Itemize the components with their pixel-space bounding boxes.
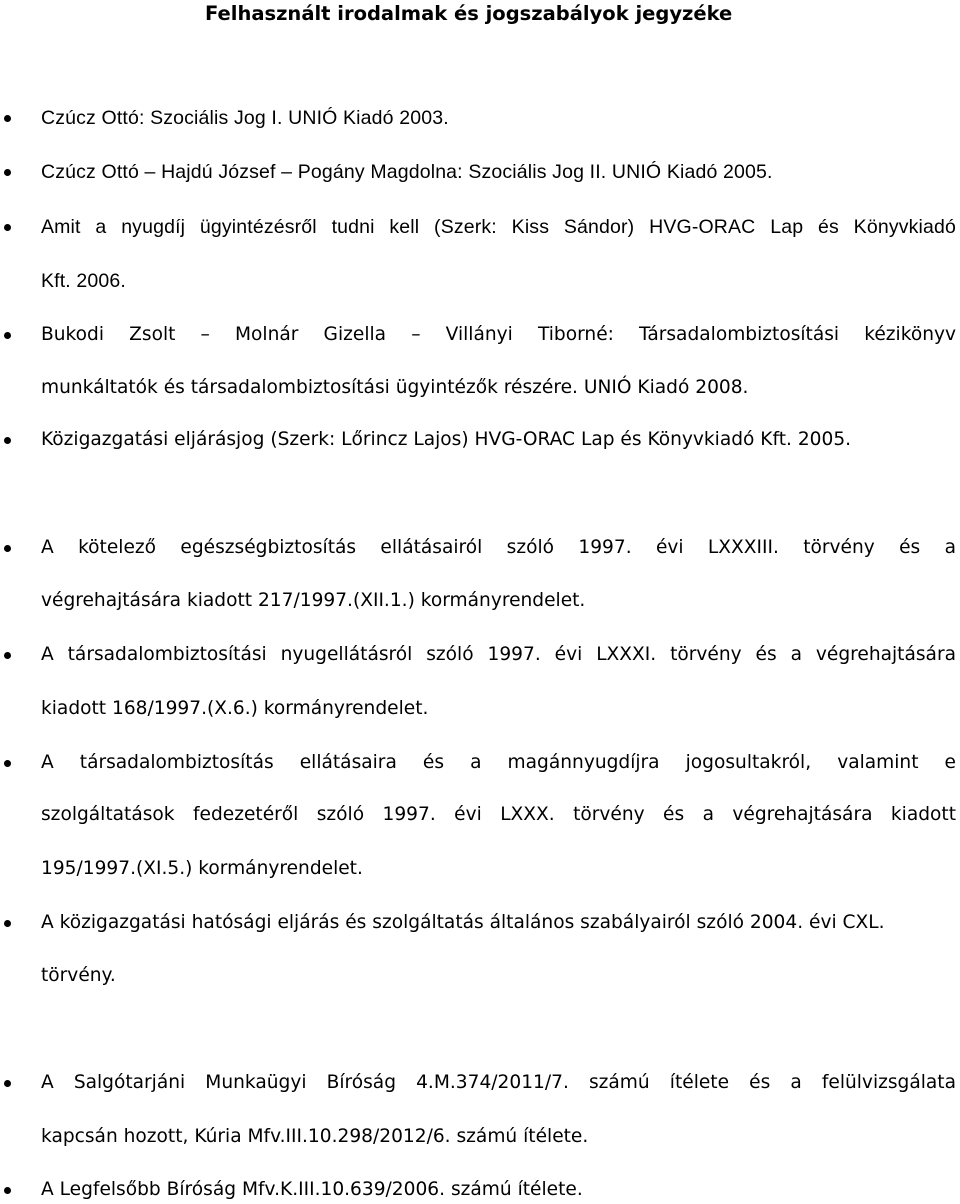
bullet-icon bbox=[4, 224, 11, 231]
reference-line: munkáltatók és társadalombiztosítási ügyintézők részére. UNIÓ Kiadó 2008. bbox=[41, 377, 749, 398]
reference-line: A társadalombiztosítás ellátásaira és a magánnyugdíjra jogosultakról, valamint e bbox=[41, 752, 956, 773]
bullet-icon bbox=[4, 332, 11, 339]
reference-line: A közigazgatási hatósági eljárás és szolgáltatás általános szabályairól szóló 2004. évi CXL. bbox=[41, 912, 885, 933]
bullet-icon bbox=[4, 545, 11, 552]
bullet-icon bbox=[4, 920, 11, 927]
reference-line: A Salgótarjáni Munkaügyi Bíróság 4.M.374/2011/7. számú ítélete és a felülvizsgálata bbox=[41, 1072, 956, 1093]
reference-line: kiadott 168/1997.(X.6.) kormányrendelet. bbox=[41, 698, 429, 719]
bullet-icon bbox=[4, 169, 11, 176]
reference-line: szolgáltatások fedezetéről szóló 1997. évi LXXX. törvény és a végrehajtására kiadott bbox=[41, 804, 956, 825]
bullet-icon bbox=[4, 760, 11, 767]
reference-line: Közigazgatási eljárásjog (Szerk: Lőrincz Lajos) HVG-ORAC Lap és Könyvkiadó Kft. 2005. bbox=[41, 429, 852, 450]
reference-line: 195/1997.(XI.5.) kormányrendelet. bbox=[41, 858, 363, 879]
reference-line: Amit a nyugdíj ügyintézésről tudni kell (Szerk: Kiss Sándor) HVG-ORAC Lap és Könyvkiadó bbox=[41, 216, 956, 238]
bullet-icon bbox=[4, 652, 11, 659]
bullet-icon bbox=[4, 1080, 11, 1087]
bullet-icon bbox=[4, 115, 11, 122]
reference-line: A társadalombiztosítási nyugellátásról szóló 1997. évi LXXXI. törvény és a végrehajtására bbox=[41, 644, 956, 665]
reference-line: A Legfelsőbb Bíróság Mfv.K.III.10.639/2006. számú ítélete. bbox=[41, 1179, 583, 1200]
page-title: Felhasznált irodalmak és jogszabályok jegyzéke bbox=[205, 2, 733, 25]
reference-line: végrehajtására kiadott 217/1997.(XII.1.) kormányrendelet. bbox=[41, 590, 586, 611]
reference-line: Czúcz Ottó – Hajdú József – Pogány Magdolna: Szociális Jog II. UNIÓ Kiadó 2005. bbox=[41, 161, 773, 183]
reference-line: Bukodi Zsolt – Molnár Gizella – Villányi Tiborné: Társadalombiztosítási kézikönyv bbox=[41, 324, 956, 345]
reference-line: A kötelező egészségbiztosítás ellátásairól szóló 1997. évi LXXXIII. törvény és a bbox=[41, 537, 956, 558]
reference-line: Czúcz Ottó: Szociális Jog I. UNIÓ Kiadó 2003. bbox=[41, 107, 449, 129]
bullet-icon bbox=[4, 1187, 11, 1194]
reference-line: Kft. 2006. bbox=[41, 270, 126, 292]
bullet-icon bbox=[4, 437, 11, 444]
reference-line: kapcsán hozott, Kúria Mfv.III.10.298/2012/6. számú ítélete. bbox=[41, 1126, 589, 1147]
reference-line: törvény. bbox=[41, 965, 116, 986]
